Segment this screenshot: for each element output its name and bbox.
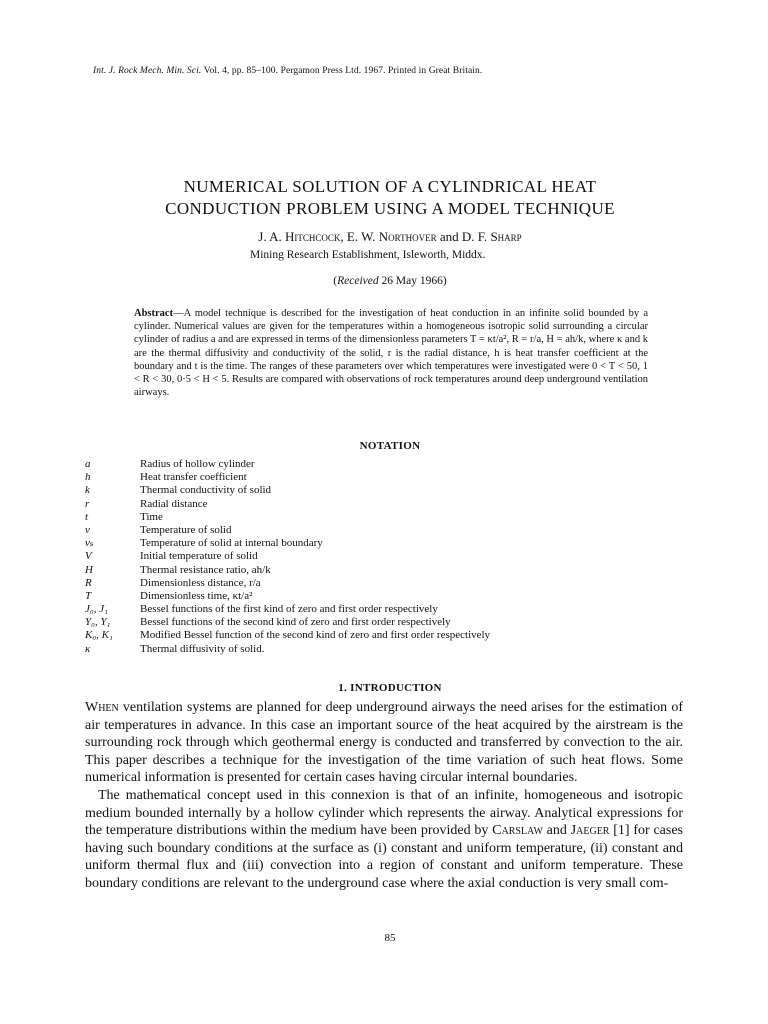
notation-row [85,577,645,590]
notation-symbol: a [85,458,91,470]
notation-definition: Bessel functions of the first kind of zero and first order respectively [140,603,438,616]
notation-definition: Temperature of solid [140,523,232,536]
paragraph-1 [85,699,683,787]
title-line-1: NUMERICAL SOLUTION OF A CYLINDRICAL HEAT [183,177,597,196]
notation-row [85,616,645,629]
notation-row [85,458,645,471]
notation-row [85,498,645,511]
notation-definition: Temperature of solid at internal boundary [140,537,323,550]
notation-symbol: K₀, K₁ [85,629,113,642]
notation-row [85,550,645,563]
title-line-2: CONDUCTION PROBLEM USING A MODEL TECHNIQUE [165,199,615,218]
author-list [60,229,720,245]
notation-symbol: h [85,471,91,484]
paper-title [60,176,720,220]
abstract-label: Abstract [134,308,174,319]
notation-definition: Initial temperature of solid [140,550,258,563]
citation-author-carslaw: Carslaw [492,823,543,839]
received-date: (Received 26 May 1966) [333,275,447,287]
journal-header [93,66,482,76]
notation-row [85,484,645,497]
notation-symbol: T [85,589,92,602]
notation-symbol: t [85,510,89,523]
notation-symbol: vₛ [85,537,94,550]
notation-row [85,603,645,616]
notation-symbol: r [85,497,90,510]
author-2-name: Northover [378,229,437,244]
notation-definition: Thermal resistance ratio, ah/k [140,563,271,576]
notation-row [85,524,645,537]
notation-definition: Dimensionless distance, r/a [140,576,261,589]
notation-definition: Bessel functions of the second kind of zero and first order respectively [140,616,451,629]
abstract-text: —A model technique is described for the investigation of heat conduction in an infinite solid bounded by a cylinder. Numerical values are given for the temperatures within a homogeneous isotropic solid surrounding a circular cylinder of radius a and are expressed in terms of the dimensionless parameters T = κt/a², R = r/a, H = ah/k, where κ and k are the thermal diffusivity and conductivity of the solid, r is the radial distance, h is heat transfer coefficient at the boundary and t is the time. The ranges of these parameters over which temperatures were investigated were 0 < T < 50, 1 < R < 30, 0·5 < H < 5. Results are compared with observations of rock temperatures around deep underground ventilation airways. [134,308,648,399]
introduction-body [85,699,683,893]
page-number: 85 [384,932,396,944]
notation-definition: Heat transfer coefficient [140,471,247,484]
author-sep-2: and D. F. [436,229,491,244]
received-date-value: 26 May 1966 [381,275,443,287]
notation-symbol: Y₀, Y₁ [85,616,111,629]
notation-heading: NOTATION [359,440,421,452]
notation-definition: Modified Bessel function of the second kind of zero and first order respectively [140,629,491,642]
paragraph-2-and: and [542,823,571,839]
notation-row [85,590,645,603]
notation-definition: Thermal conductivity of solid [140,484,272,497]
notation-definition: Radius of hollow cylinder [140,458,255,470]
paragraph-2-text-b: [1] for cases having such boundary conditions at the surface as (i) constant and uniform temperature, (ii) constant and uniform thermal flux and (iii) convection into a region of constant and uniform temperature. These boundary conditions are relevant to the underground case where the axial conduction is very small com- [85,823,683,891]
notation-definition: Radial distance [140,497,208,510]
notation-symbol: κ [85,642,91,655]
author-sep-1: , E. W. [340,229,379,244]
notation-list [85,458,645,656]
paragraph-2-text-a: The mathematical concept used in this connexion is that of an infinite, homogeneous and isotropic medium bounded internally by a hollow cylinder which represents the airway. Analytical expressions for the temperature distributions within the medium have been provided by [85,787,683,839]
section-heading-introduction: 1. INTRODUCTION [338,682,442,694]
notation-definition: Time [140,510,163,523]
journal-details: Vol. 4, pp. 85–100. Pergamon Press Ltd. 1967. Printed in Great Britain. [203,66,483,76]
paragraph-1-text: ventilation systems are planned for deep underground airways the need arises for the estimation of air temperatures in advance. In this case an important source of the heat acquired by the airstream is the surrounding rock through which geothermal energy is conducted and transferred by convection to the air. This paper describes a technique for the investigation of the time variation of such heat flows. Some numerical information is presented for certain cases having circular internal boundaries. [85,700,683,786]
notation-symbol: v [85,523,90,536]
received-label: Received [337,275,379,287]
notation-row [85,537,645,550]
journal-citation: Int. J. Rock Mech. Min. Sci. [93,66,202,76]
notation-row [85,471,645,484]
affiliation: Mining Research Establishment, Isleworth, Middx. [250,249,486,261]
notation-definition: Thermal diffusivity of solid. [140,642,265,655]
notation-symbol: J₀, J₁ [85,603,108,616]
notation-row [85,629,645,642]
notation-row [85,511,645,524]
notation-definition: Dimensionless time, κt/a² [140,589,253,602]
paragraph-2 [85,787,683,893]
author-1-name: Hitchcock [285,229,341,244]
citation-author-jaeger: Jaeger [570,823,610,839]
notation-symbol: R [85,576,92,589]
notation-row [85,564,645,577]
author-1-initials: J. A. [258,229,286,244]
author-3-name: Sharp [490,229,522,244]
notation-symbol: k [85,484,90,497]
paragraph-1-lead: When [85,700,119,715]
notation-row [85,643,645,656]
abstract [134,307,648,399]
notation-symbol: H [85,563,93,576]
notation-symbol: V [85,550,92,563]
